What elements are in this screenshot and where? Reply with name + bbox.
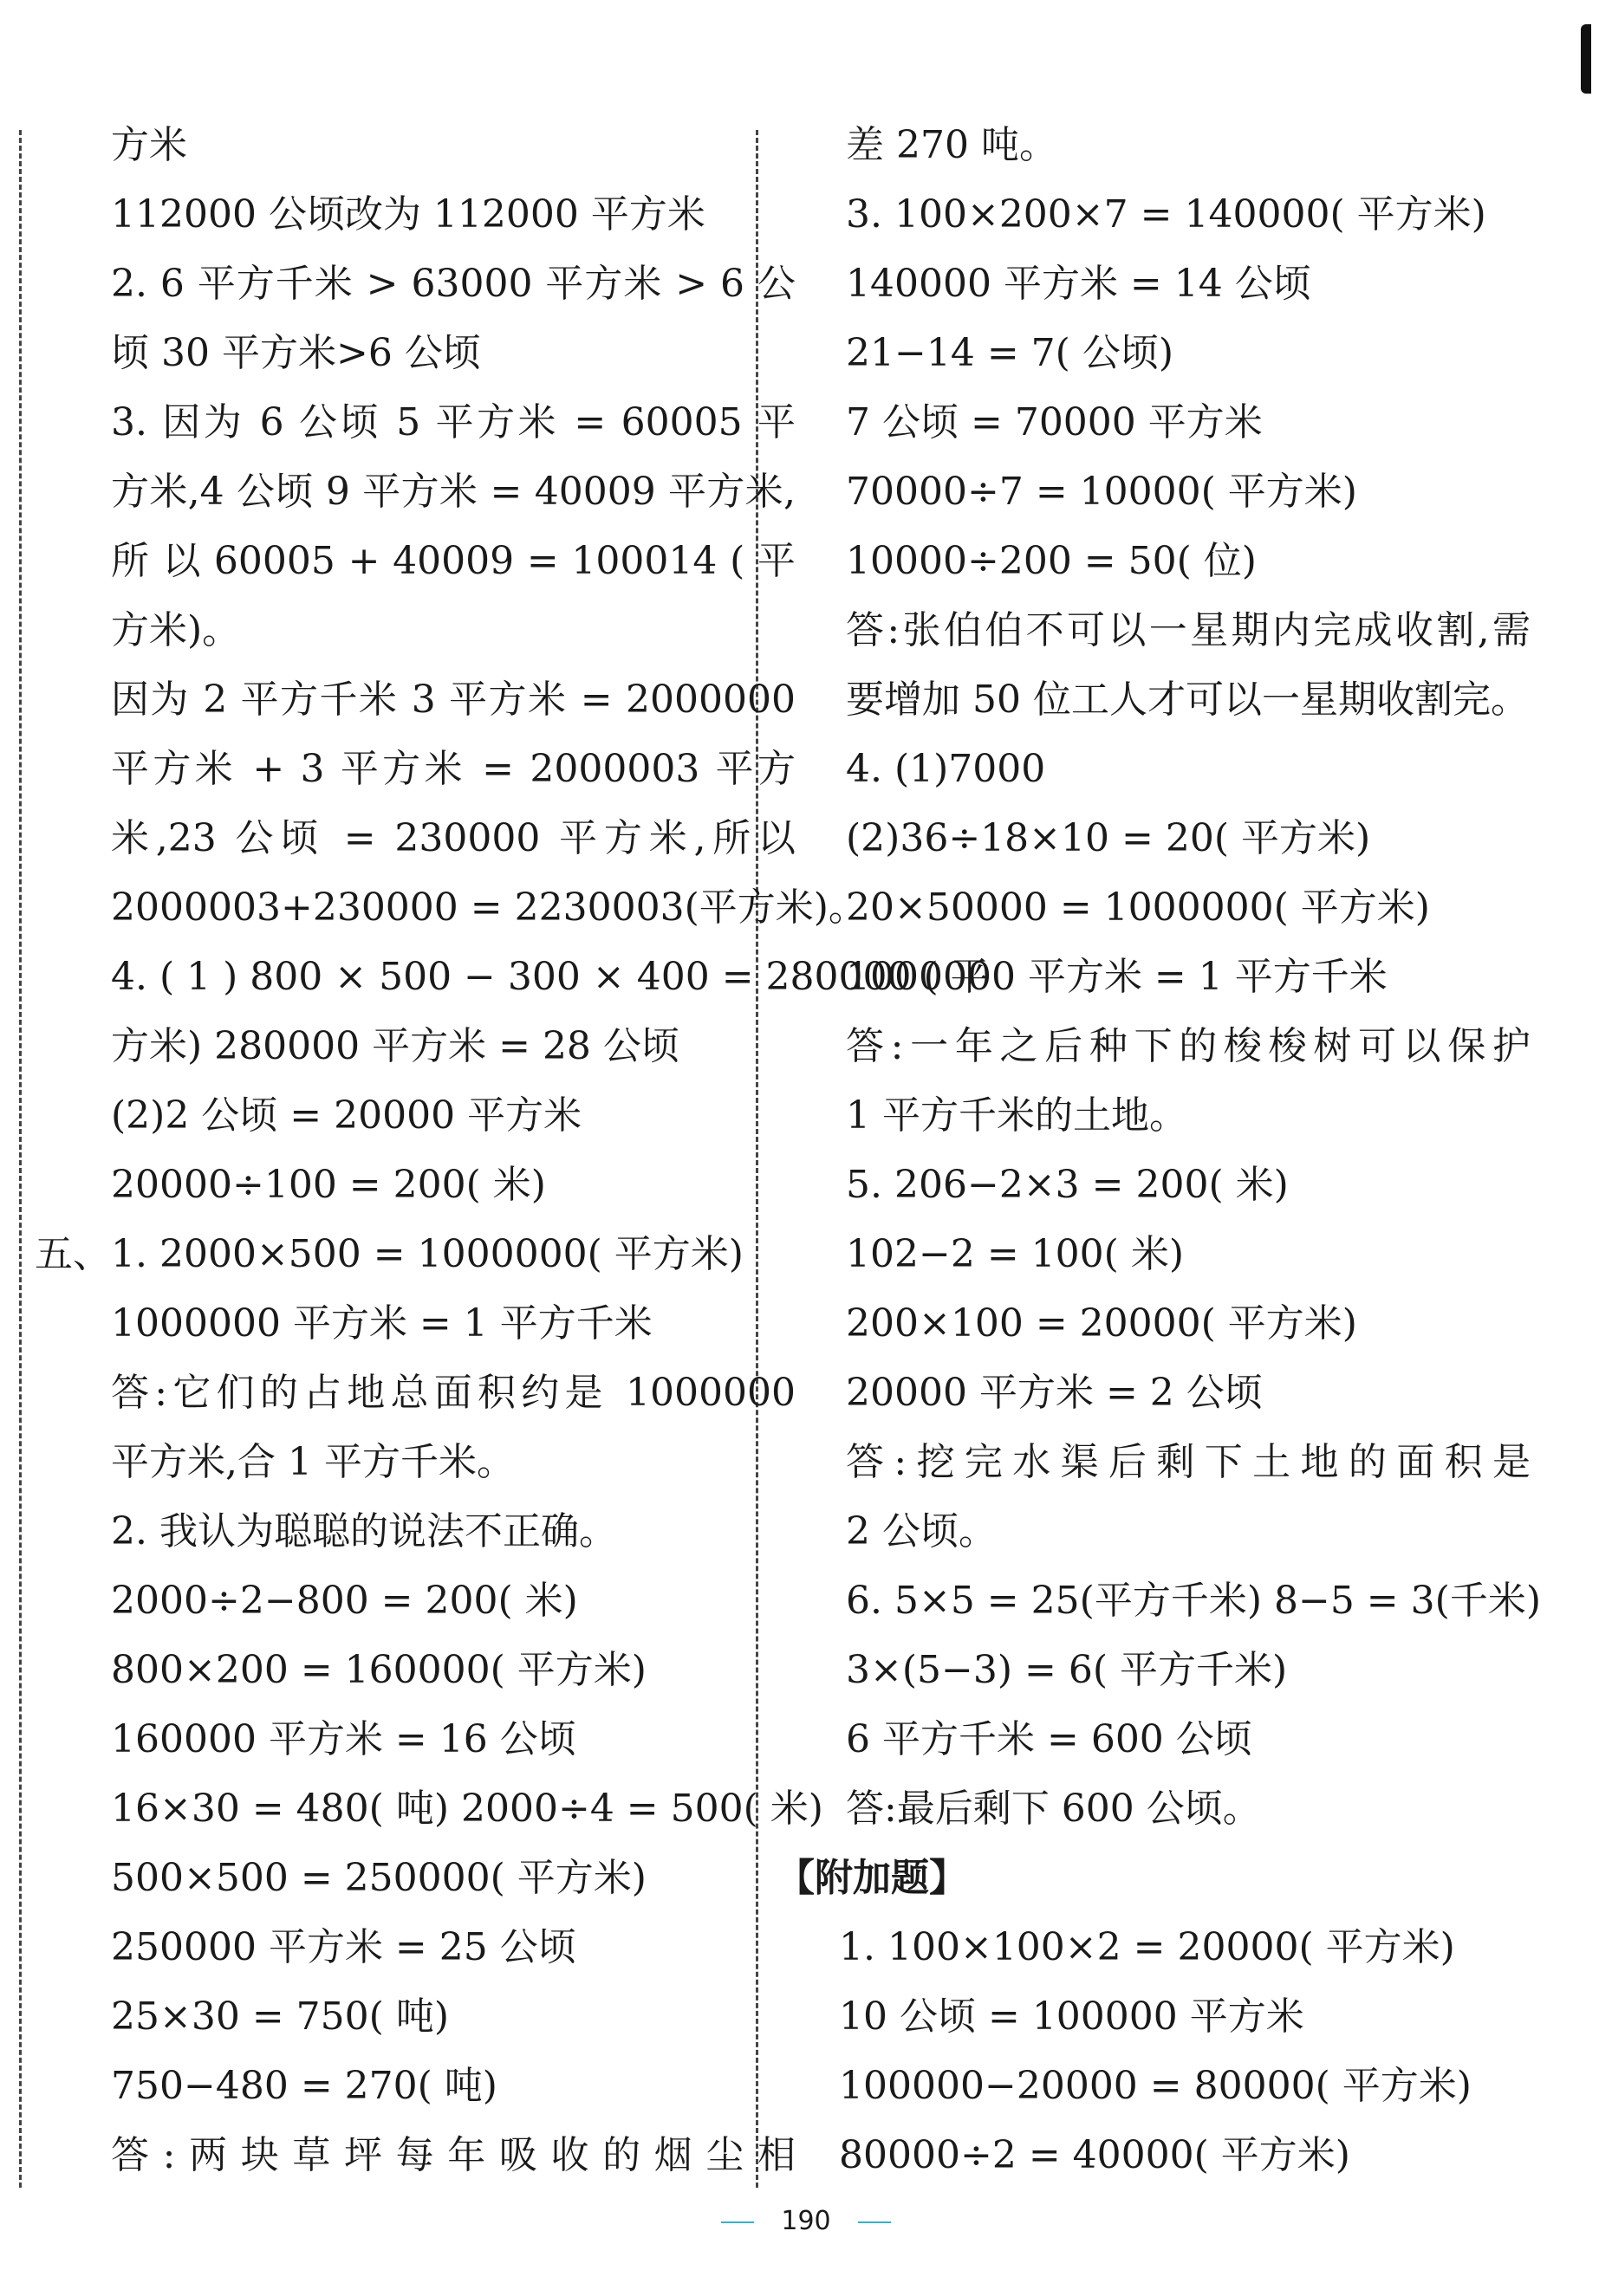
text-line: 70000÷7 = 10000( 平方米) [846,470,1357,514]
text-line: 160000 平方米 = 16 公顷 [111,1717,576,1761]
text-line: 21−14 = 7( 公顷) [846,331,1173,375]
text-line: 差 270 吨。 [846,123,1057,167]
text-line: 顷 30 平方米>6 公顷 [111,331,481,375]
text-line: 1000000 平方米 = 1 平方千米 [846,955,1388,999]
text-line: 112000 公顷改为 112000 平方米 [111,192,705,237]
text-line: 3. 100×200×7 = 140000( 平方米) [846,192,1486,237]
text-line: 4. (1)7000 [846,747,1046,791]
page-footer [0,2206,1612,2236]
text-line: 答:最后剩下 600 公顷。 [846,1787,1261,1831]
text-line: 答:它们的占地总面积约是 1000000 [111,1371,796,1415]
text-line: 4. ( 1 ) 800 × 500 − 300 × 400 = 280000 ( 平 [111,955,989,999]
text-line: 1000000 平方米 = 1 平方千米 [111,1301,653,1346]
text-line: 平方米,合 1 平方千米。 [111,1440,515,1484]
text-line: 25×30 = 750( 吨) [111,1994,449,2039]
text-line: 7 公顷 = 70000 平方米 [846,400,1263,444]
text-line: 方米) 280000 平方米 = 28 公顷 [111,1024,679,1068]
text-line: 平方米 + 3 平方米 = 2000003 平方 [111,747,796,791]
text-line: 6 平方千米 = 600 公顷 [846,1717,1252,1761]
text-line: 140000 平方米 = 14 公顷 [846,262,1311,306]
text-line: 800×200 = 160000( 平方米) [111,1648,647,1692]
text-line: 2000003+230000 = 2230003(平方米)。 [111,885,867,930]
text-line: 方米 [111,123,187,167]
text-line: 5. 206−2×3 = 200( 米) [846,1163,1289,1207]
text-line: 答:一年之后种下的梭梭树可以保护 [846,1024,1531,1068]
text-line: 3×(5−3) = 6( 平方千米) [846,1648,1288,1692]
text-line: 16×30 = 480( 吨) 2000÷4 = 500( 米) [111,1787,823,1831]
bonus-section-heading: 【附加题】 [777,1856,967,1900]
footer-left-dash [721,2221,754,2223]
text-line: 100000−20000 = 80000( 平方米) [839,2064,1472,2108]
text-line: (2)36÷18×10 = 20( 平方米) [846,816,1371,860]
page-edge-mark [1581,24,1591,94]
text-line: 要增加 50 位工人才可以一星期收割完。 [846,678,1529,722]
text-line: 750−480 = 270( 吨) [111,2064,497,2108]
text-line: 10000÷200 = 50( 位) [846,539,1257,583]
section-heading: 五、1. 2000×500 = 1000000( 平方米) [35,1232,744,1276]
text-line: 1. 100×100×2 = 20000( 平方米) [839,1925,1455,1969]
text-line: 200×100 = 20000( 平方米) [846,1301,1357,1346]
text-line: 500×500 = 250000( 平方米) [111,1856,647,1900]
text-line: 20000÷100 = 200( 米) [111,1163,546,1207]
text-line: 2. 6 平方千米 > 63000 平方米 > 6 公 [111,262,796,306]
text-line: 2000÷2−800 = 200( 米) [111,1579,578,1623]
right-column [777,121,1541,2201]
text-line: 2 公顷。 [846,1509,997,1553]
text-line: 所 以 60005 + 40009 = 100014 ( 平 [111,539,796,583]
text-line: 80000÷2 = 40000( 平方米) [839,2133,1350,2177]
text-line: 250000 平方米 = 25 公顷 [111,1925,576,1969]
text-line: 10 公顷 = 100000 平方米 [839,1994,1304,2039]
text-line: 答:挖完水渠后剩下土地的面积是 [846,1440,1531,1484]
text-line: 20000 平方米 = 2 公顷 [846,1371,1263,1415]
text-line: 1 平方千米的土地。 [846,1093,1187,1138]
footer-right-dash [858,2221,891,2223]
text-line: 3. 因为 6 公顷 5 平方米 = 60005 平 [111,400,796,444]
page-number: 190 [781,2206,831,2236]
text-line: 6. 5×5 = 25(平方千米) 8−5 = 3(千米) [846,1579,1541,1623]
text-line: 2. 我认为聪聪的说法不正确。 [111,1509,617,1553]
text-line: 米,23 公顷 = 230000 平方米,所以 [111,816,796,860]
text-line: 20×50000 = 1000000( 平方米) [846,885,1430,930]
text-line: 方米)。 [111,608,241,652]
text-line: 答:张伯伯不可以一星期内完成收割,需 [846,608,1531,652]
left-margin-divider [19,130,22,2188]
text-line: 因为 2 平方千米 3 平方米 = 2000000 [111,678,796,722]
text-line: (2)2 公顷 = 20000 平方米 [111,1093,582,1138]
text-line: 方米,4 公顷 9 平方米 = 40009 平方米, [111,470,796,514]
text-line: 102−2 = 100( 米) [846,1232,1184,1276]
text-line: 答:两块草坪每年吸收的烟尘相 [111,2133,796,2177]
